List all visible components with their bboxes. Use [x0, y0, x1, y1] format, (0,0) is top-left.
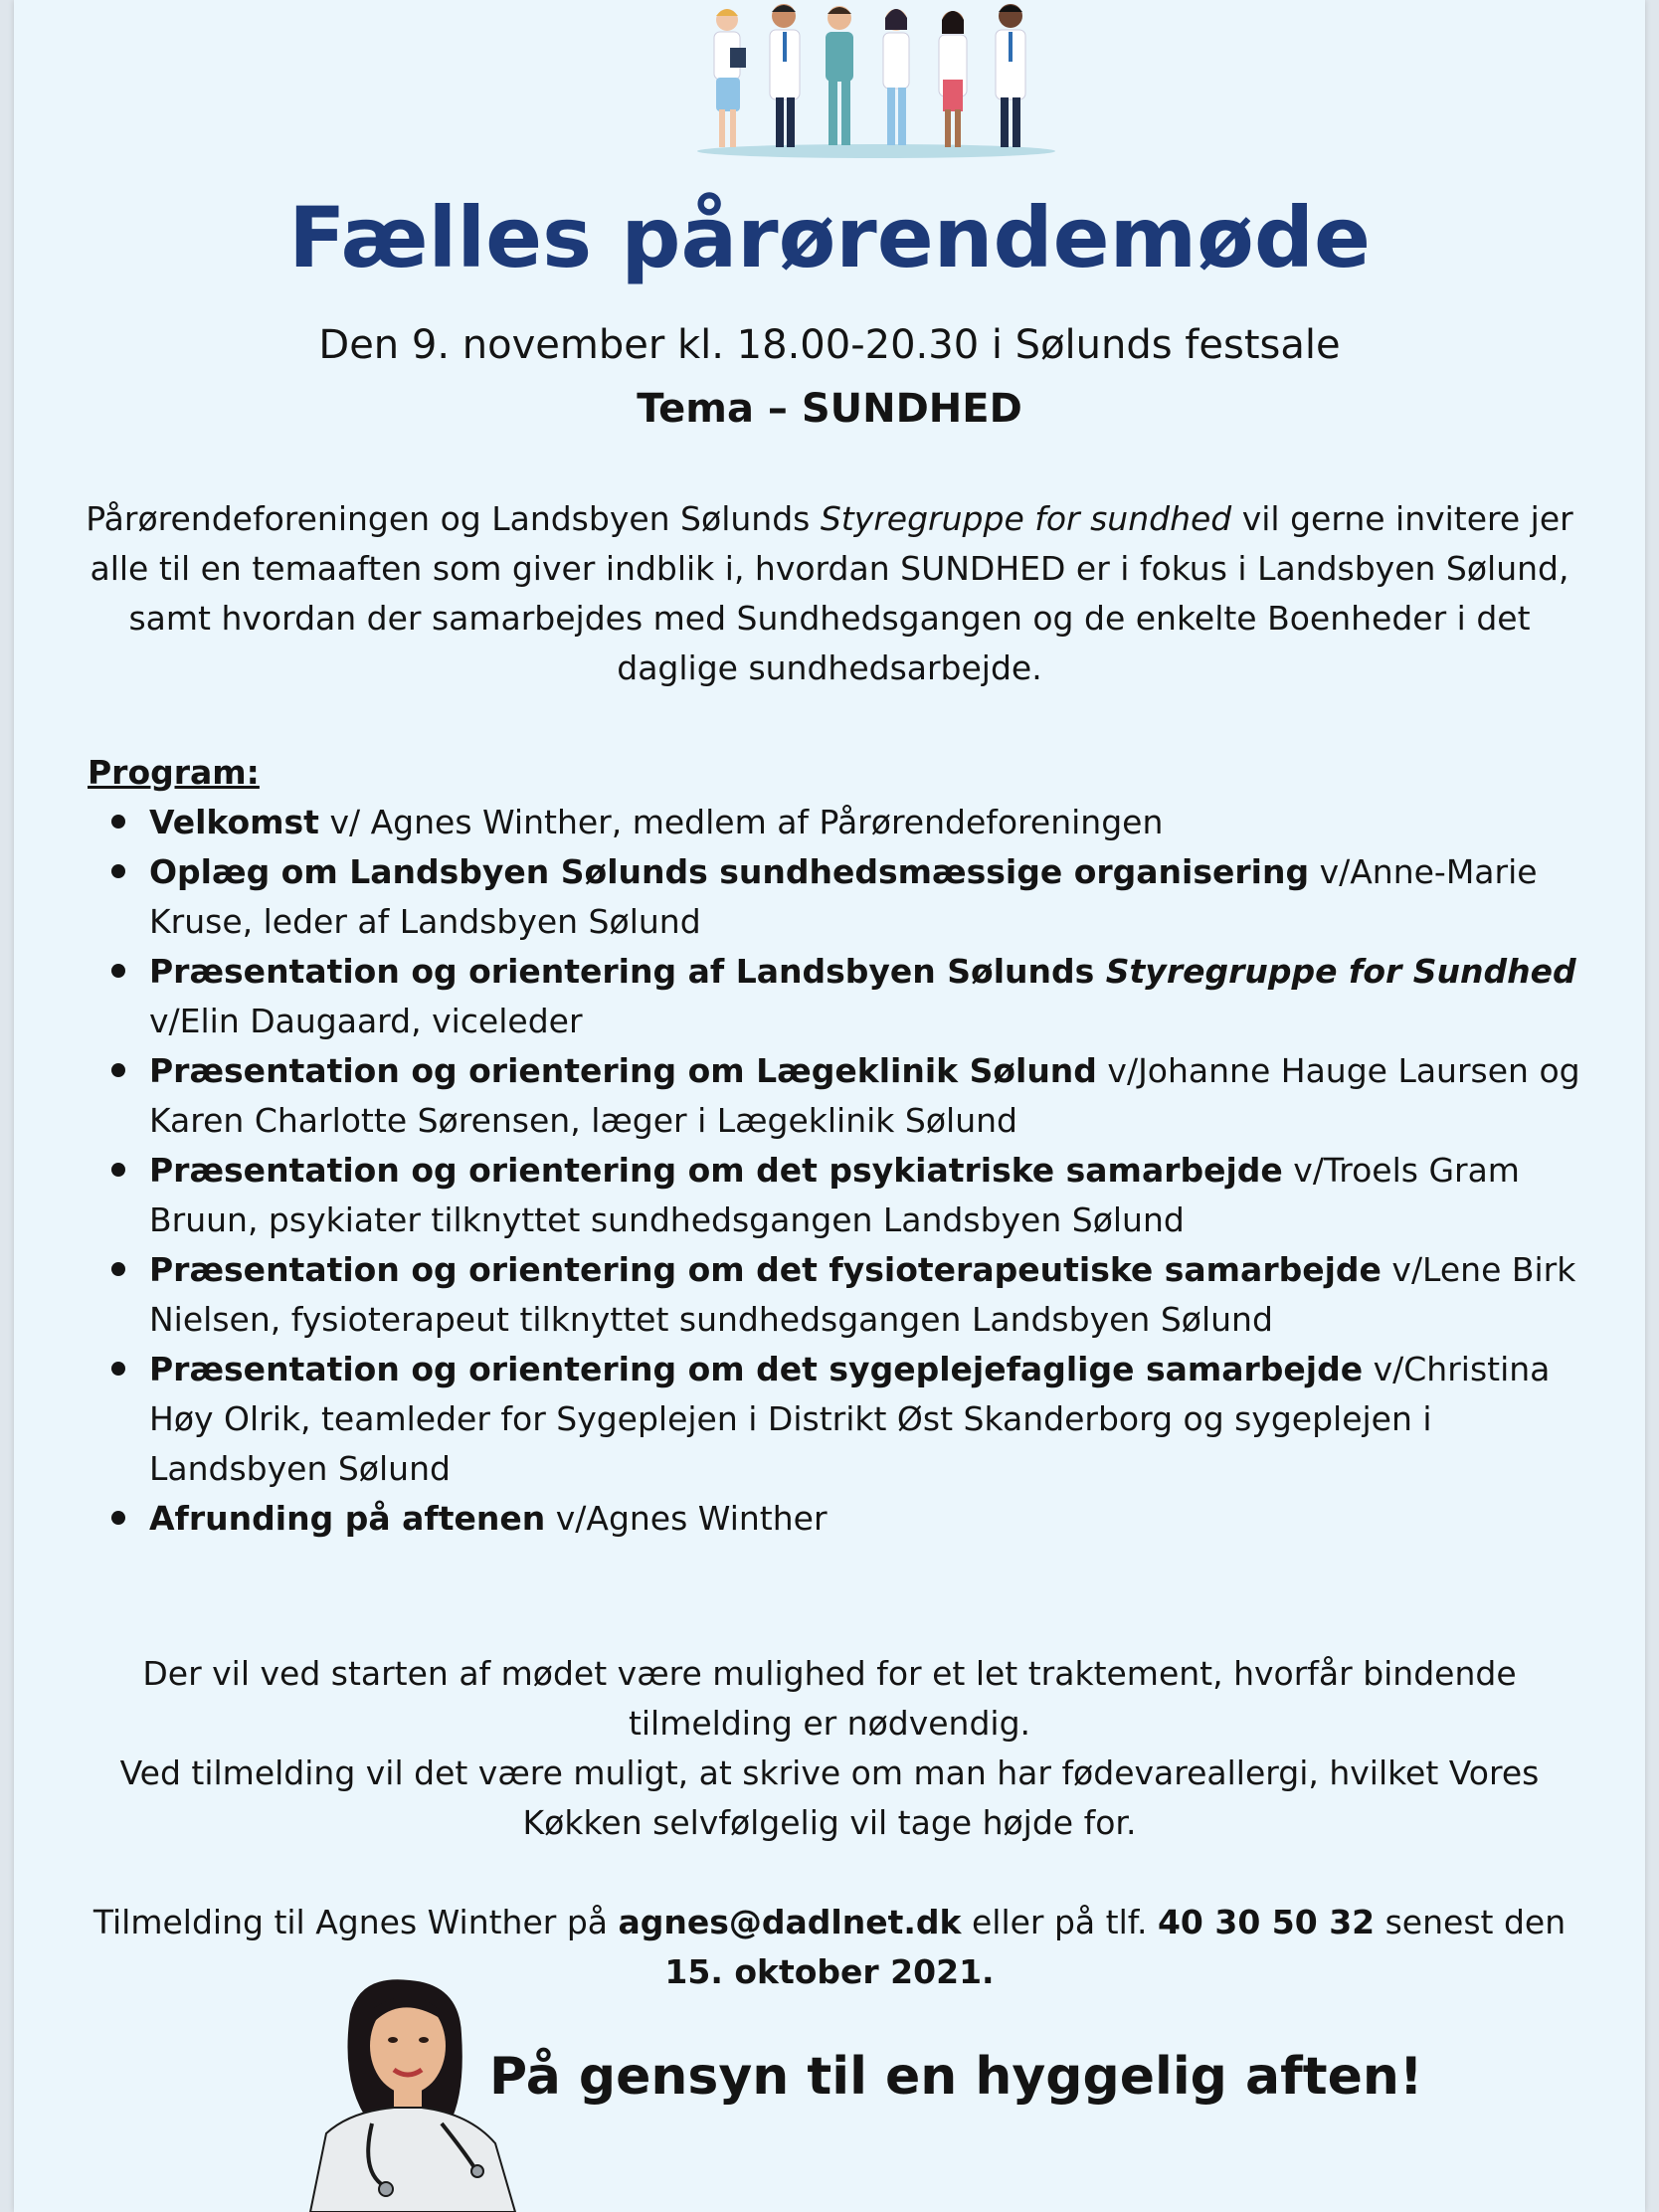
signup-deadline: 15. oktober 2021. [664, 1952, 995, 1991]
intro-text-italic: Styregruppe for sundhed [820, 499, 1232, 538]
signup-suffix: senest den [1375, 1903, 1567, 1941]
page-title: Fælles pårørendemøde [288, 189, 1371, 286]
program-item-speaker: v/Christina Høy Olrik, teamleder for Sygeplejen i Distrikt Øst Skanderborg og sygeplejen i Landsbyen Sølund [149, 1350, 1551, 1488]
farewell-message: På gensyn til en hyggelig aften! [489, 2047, 1423, 2107]
bullet-icon [111, 1511, 125, 1525]
program-item-speaker: v/Anne-Marie Kruse, leder af Landsbyen Sølund [149, 852, 1538, 941]
program-item-title: Præsentation og orientering af Landsbyen Sølunds [149, 952, 1106, 991]
program-item [149, 1245, 1599, 1345]
program-heading: Program: [88, 753, 260, 792]
bullet-icon [111, 1063, 125, 1077]
signup-prefix: Tilmelding til Agnes Winther på [92, 1903, 619, 1941]
allergy-line: Ved tilmelding vil det være muligt, at skrive om man har fødevareallergi, hvilket Vores Køkken selvfølgelig vil tage højde for. [119, 1753, 1540, 1842]
bullet-icon [111, 1163, 125, 1177]
medical-staff-group-illustration [692, 0, 1060, 159]
signup-phone[interactable]: 40 30 50 32 [1157, 1903, 1376, 1941]
program-item-title: Velkomst [149, 803, 319, 841]
program-item [149, 847, 1599, 947]
program-item-title: Afrunding på aftenen [149, 1499, 546, 1538]
bullet-icon [111, 864, 125, 878]
program-item-title: Oplæg om Landsbyen Sølunds sundhedsmæssige organisering [149, 852, 1310, 891]
program-item-title: Præsentation og orientering om det fysioterapeutiske samarbejde [149, 1250, 1382, 1289]
program-item [149, 798, 1599, 847]
refreshments-note [84, 1649, 1575, 1848]
refreshments-line: Der vil ved starten af mødet være mulighed for et let traktement, hvorfår bindende tilmelding er nødvendig. [142, 1654, 1517, 1743]
bullet-icon [111, 1262, 125, 1276]
program-item-title: Præsentation og orientering om det psykiatriske samarbejde [149, 1151, 1283, 1190]
program-item-title: Præsentation og orientering om det sygeplejefaglige samarbejde [149, 1350, 1364, 1388]
program-item [149, 1345, 1599, 1494]
program-item [149, 1146, 1599, 1245]
event-theme: Tema – SUNDHED [637, 386, 1022, 432]
program-item [149, 1046, 1599, 1146]
program-item [149, 947, 1599, 1046]
intro-text-after: vil gerne invitere jer alle til en temaaften som giver indblik i, hvordan SUNDHED er i fokus i Landsbyen Sølund, samt hvordan der samarbejdes med Sundhedsgangen og de enkelte Boenheder i det daglige sundhedsarbejde. [90, 499, 1573, 687]
program-item-speaker: v/Agnes Winther [545, 1499, 828, 1538]
intro-text-before: Pårørendeforeningen og Landsbyen Sølunds [86, 499, 821, 538]
program-section [88, 748, 1599, 1544]
program-item-speaker: v/Johanne Hauge Laursen og Karen Charlotte Sørensen, læger i Lægeklinik Sølund [149, 1051, 1580, 1140]
bullet-icon [111, 815, 125, 829]
program-item-speaker: v/Troels Gram Bruun, psykiater tilknyttet sundhedsgangen Landsbyen Sølund [149, 1151, 1520, 1239]
flyer-page [14, 0, 1645, 2212]
bullet-icon [111, 964, 125, 978]
program-item-speaker: v/ Agnes Winther, medlem af Pårørendeforeningen [318, 803, 1164, 841]
signup-email[interactable]: agnes@dadlnet.dk [618, 1903, 962, 1941]
program-item-speaker: v/Elin Daugaard, viceleder [149, 1002, 583, 1040]
bullet-icon [111, 1362, 125, 1376]
signup-middle: eller på tlf. [961, 1903, 1158, 1941]
program-item-speaker: v/Lene Birk Nielsen, fysioterapeut tilknyttet sundhedsgangen Landsbyen Sølund [149, 1250, 1576, 1339]
event-date-location: Den 9. november kl. 18.00-20.30 i Sølunds festsale [318, 322, 1341, 368]
program-item-title-italic: Styregruppe for Sundhed [1105, 952, 1576, 991]
program-list [88, 798, 1599, 1544]
intro-paragraph [84, 494, 1575, 693]
program-item-title: Præsentation og orientering om Lægeklinik Sølund [149, 1051, 1097, 1090]
program-item [149, 1494, 1599, 1544]
